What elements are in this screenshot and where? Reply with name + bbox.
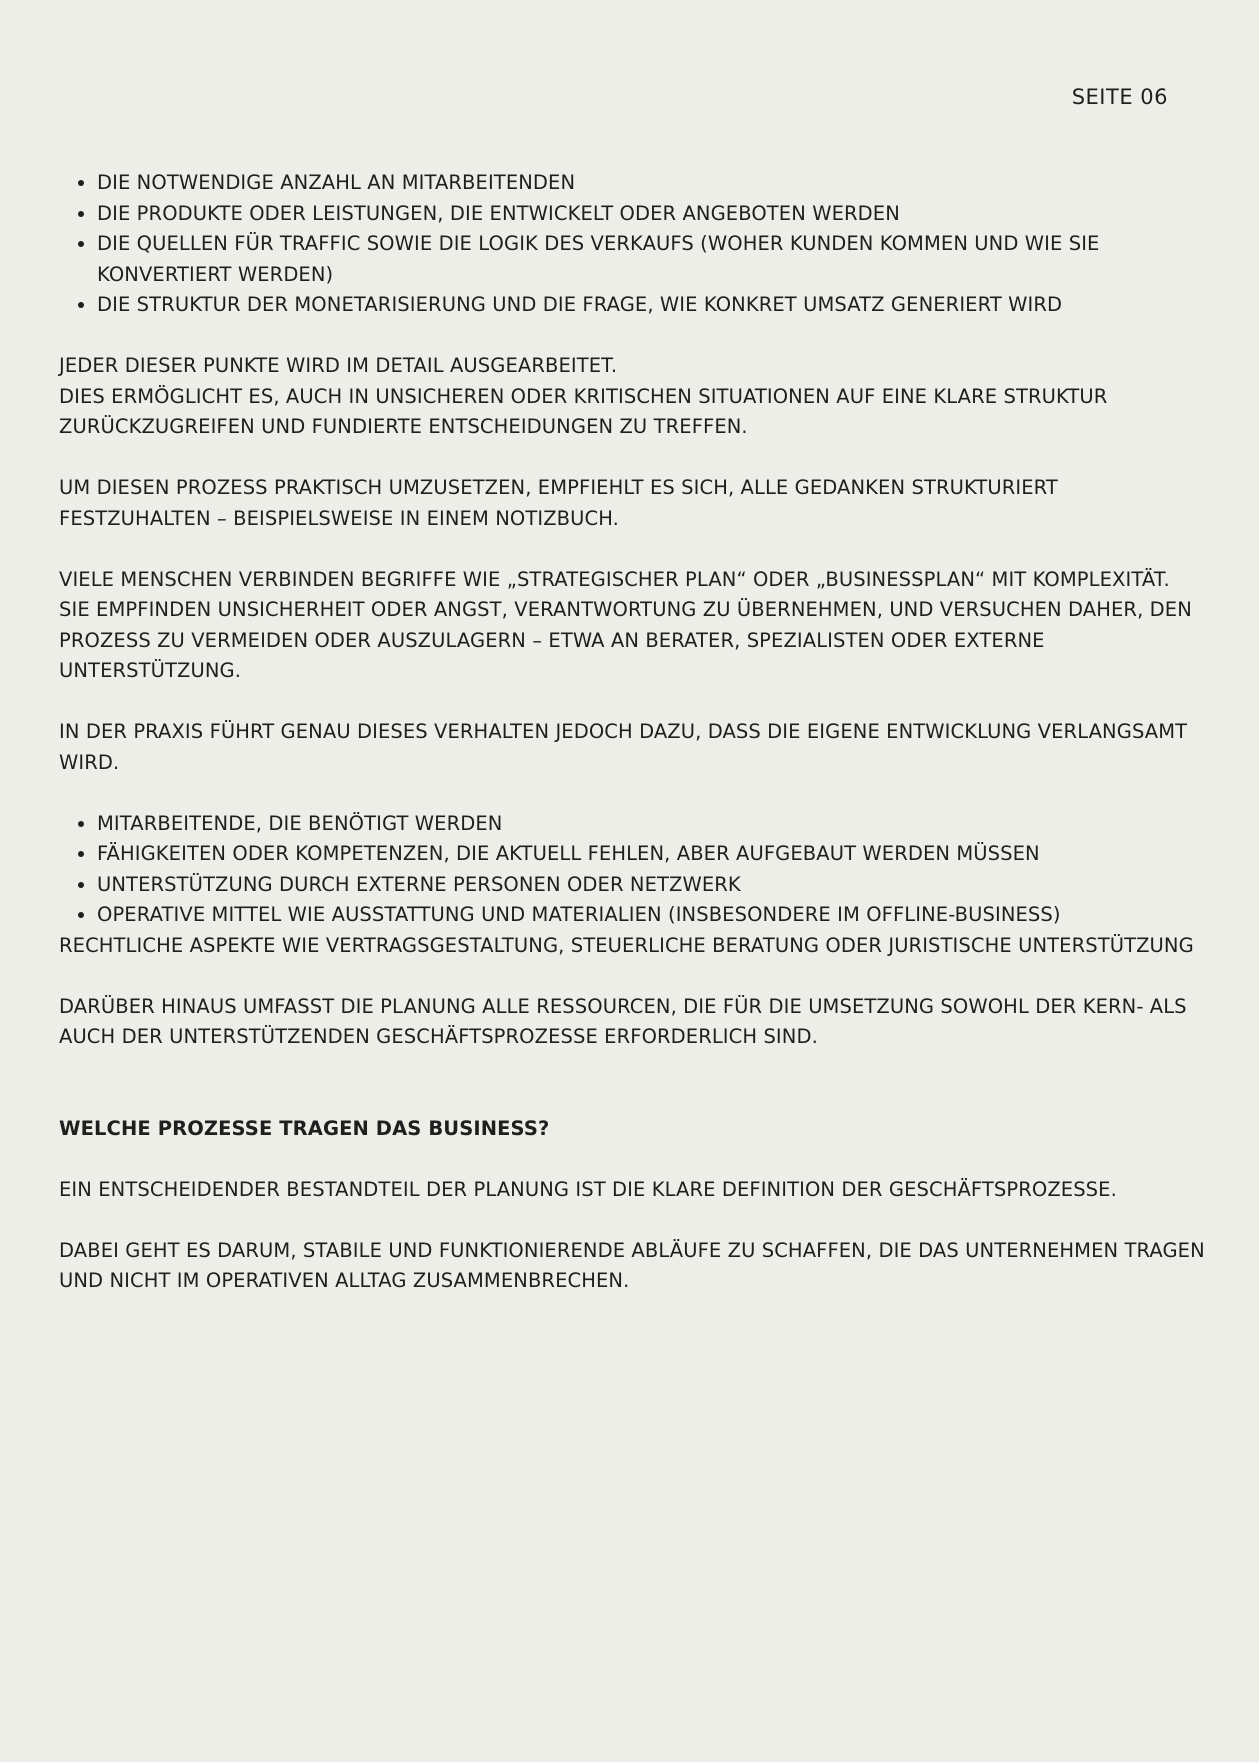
paragraph-practice: IN DER PRAXIS FÜHRT GENAU DIESES VERHALTEN JEDOCH DAZU, DASS DIE EIGENE ENTWICKLUNG VERLANGSAMT WIRD. xyxy=(59,720,1188,774)
paragraph-stability: DABEI GEHT ES DARUM, STABILE UND FUNKTIONIERENDE ABLÄUFE ZU SCHAFFEN, DIE DAS UNTERNEHMEN TRAGEN UND NICHT IM OPERATIVEN ALLTAG ZUSAMMENBRECHEN. xyxy=(59,1238,1205,1292)
paragraph-definition: EIN ENTSCHEIDENDER BESTANDTEIL DER PLANUNG IST DIE KLARE DEFINITION DER GESCHÄFTSPROZESSE. xyxy=(59,1177,1117,1201)
list-item: • DIE QUELLEN FÜR TRAFFIC SOWIE DIE LOGIK DES VERKAUFS (WOHER KUNDEN KOMMEN UND WIE SIE KONVERTIERT WERDEN) xyxy=(97,229,1209,290)
list-item: • MITARBEITENDE, DIE BENÖTIGT WERDEN xyxy=(97,809,1209,840)
paragraph-line: DIES ERMÖGLICHT ES, AUCH IN UNSICHEREN ODER KRITISCHEN SITUATIONEN AUF EINE KLARE STRUKTUR ZURÜCKZUGREIFEN UND FUNDIERTE ENTSCHEIDUNGEN ZU TREFFEN. xyxy=(59,384,1108,438)
paragraph-line: SIE EMPFINDEN UNSICHERHEIT ODER ANGST, VERANTWORTUNG ZU ÜBERNEHMEN, UND VERSUCHEN DAHER, DEN PROZESS ZU VERMEIDEN ODER AUSZULAGERN – ETWA AN BERATER, SPEZIALISTEN ODER EXTERNE UNTERSTÜTZUNG. xyxy=(59,598,1192,682)
paragraph-resources: DARÜBER HINAUS UMFASST DIE PLANUNG ALLE RESSOURCEN, DIE FÜR DIE UMSETZUNG SOWOHL DER KERN- ALS AUCH DER UNTERSTÜTZENDEN GESCHÄFTSPROZESSE ERFORDERLICH SIND. xyxy=(59,994,1187,1048)
list-item: • DIE NOTWENDIGE ANZAHL AN MITARBEITENDEN xyxy=(97,168,1209,199)
paragraph-detail xyxy=(59,351,1209,443)
paragraph-line: VIELE MENSCHEN VERBINDEN BEGRIFFE WIE „STRATEGISCHER PLAN“ ODER „BUSINESSPLAN“ MIT KOMPLEXITÄT. xyxy=(59,567,1170,591)
paragraph-notebook: UM DIESEN PROZESS PRAKTISCH UMZUSETZEN, EMPFIEHLT ES SICH, ALLE GEDANKEN STRUKTURIERT FESTZUHALTEN – BEISPIELSWEISE IN EINEM NOTIZBUCH. xyxy=(59,476,1058,530)
requirements-list xyxy=(59,168,1209,321)
list-item: • FÄHIGKEITEN ODER KOMPETENZEN, DIE AKTUELL FEHLEN, ABER AUFGEBAUT WERDEN MÜSSEN xyxy=(97,839,1209,870)
page-number: SEITE 06 xyxy=(1071,85,1168,109)
resources-list xyxy=(59,809,1209,931)
paragraph-line: JEDER DIESER PUNKTE WIRD IM DETAIL AUSGEARBEITET. xyxy=(59,354,618,377)
page-content xyxy=(59,168,1209,1327)
paragraph-legal: RECHTLICHE ASPEKTE WIE VERTRAGSGESTALTUNG, STEUERLICHE BERATUNG ODER JURISTISCHE UNTERSTÜTZUNG xyxy=(59,933,1194,957)
list-item: • DIE STRUKTUR DER MONETARISIERUNG UND DIE FRAGE, WIE KONKRET UMSATZ GENERIERT WIRD xyxy=(97,290,1209,321)
list-item: • UNTERSTÜTZUNG DURCH EXTERNE PERSONEN ODER NETZWERK xyxy=(97,870,1209,901)
list-item: • OPERATIVE MITTEL WIE AUSSTATTUNG UND MATERIALIEN (INSBESONDERE IM OFFLINE-BUSINESS) xyxy=(97,900,1209,931)
section-heading: WELCHE PROZESSE TRAGEN DAS BUSINESS? xyxy=(59,1116,550,1140)
paragraph-complexity xyxy=(59,565,1209,687)
list-item: • DIE PRODUKTE ODER LEISTUNGEN, DIE ENTWICKELT ODER ANGEBOTEN WERDEN xyxy=(97,199,1209,230)
